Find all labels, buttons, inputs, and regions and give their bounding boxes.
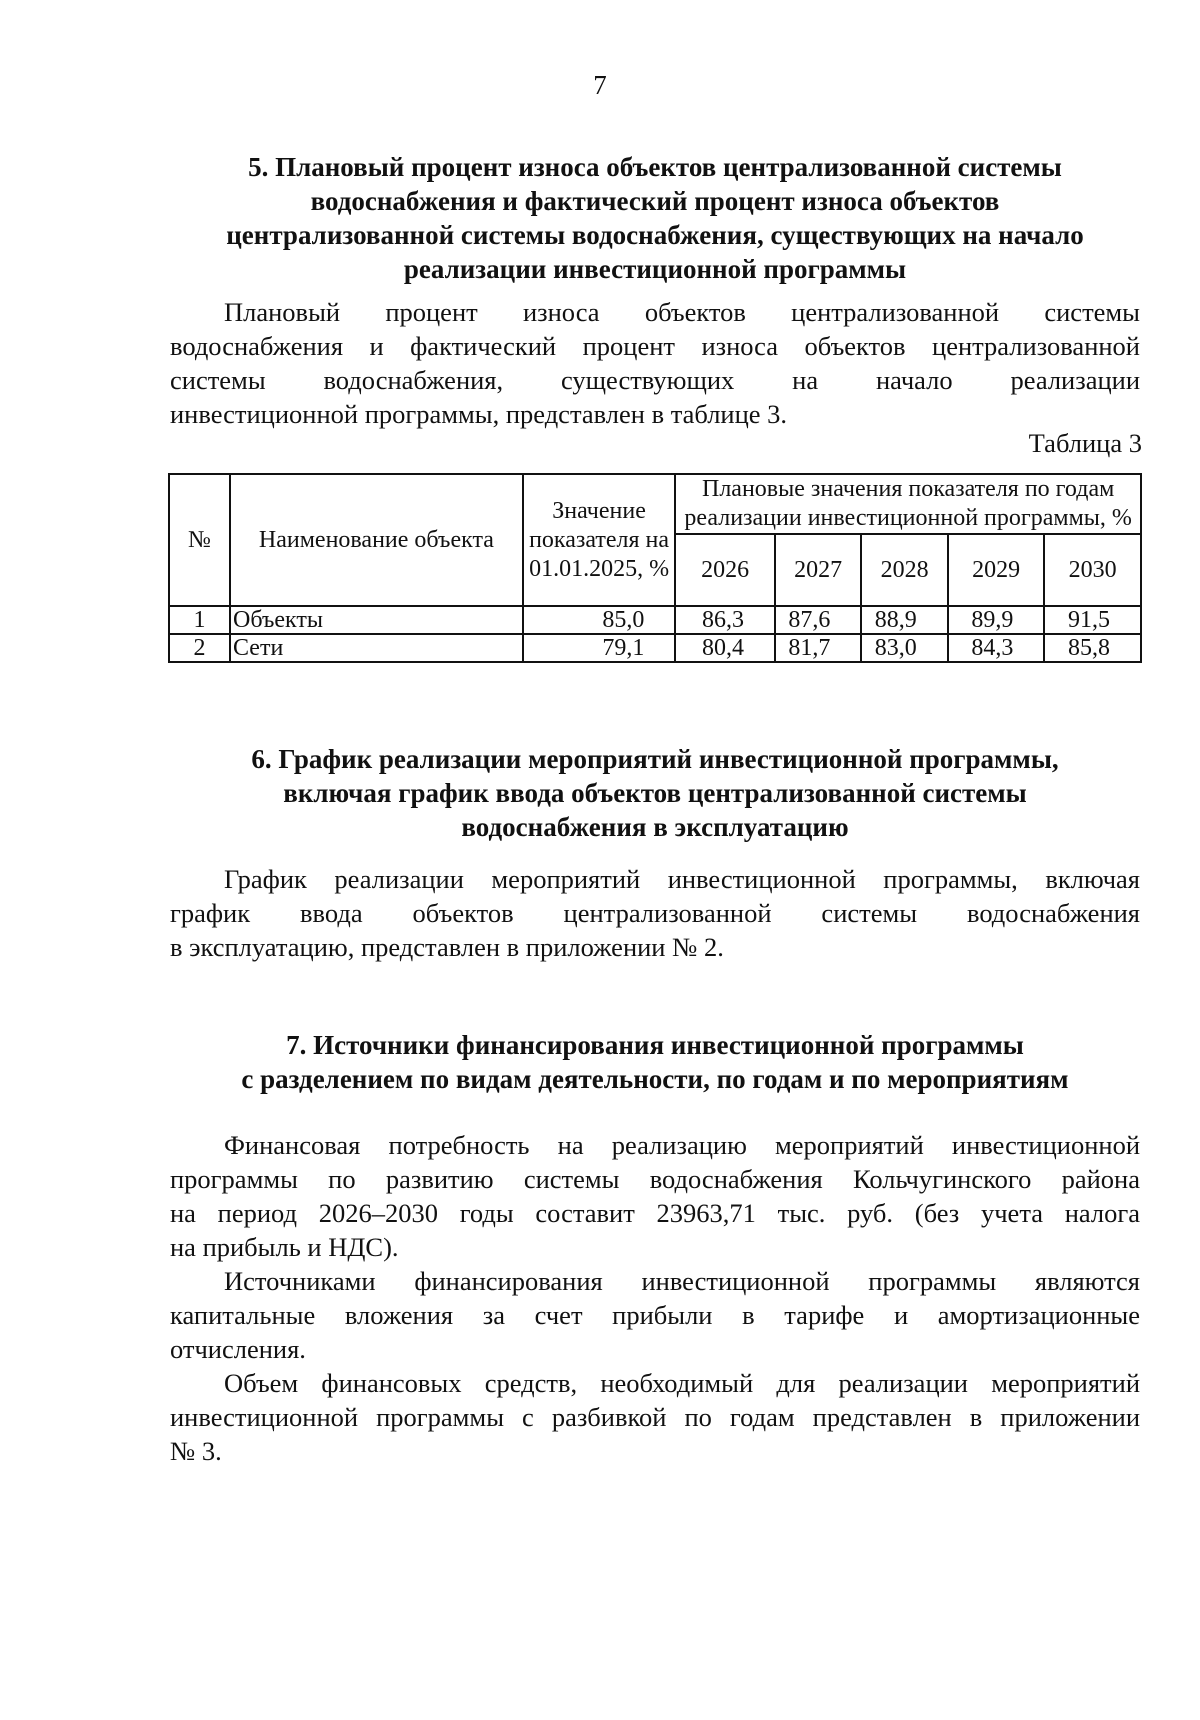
heading-line: включая график ввода объектов централизованной системы: [283, 778, 1027, 808]
paragraph-line: Финансовая потребность на реализацию мероприятий инвестиционной: [224, 1130, 1140, 1160]
row-plan: 87,6: [775, 606, 861, 634]
header-current-value: Значение показателя на 01.01.2025, %: [523, 474, 676, 606]
paragraph-line: График реализации мероприятий инвестиционной программы, включая: [224, 864, 1140, 894]
section-7-heading: [170, 1028, 1140, 1096]
row-no: 1: [169, 606, 230, 634]
paragraph-line: на период 2026–2030 годы составит 23963,71 тыс. руб. (без учета налога: [170, 1198, 1140, 1228]
wear-percent-table: [168, 473, 1142, 663]
table-row: [169, 634, 1141, 662]
row-plan: 80,4: [675, 634, 775, 662]
heading-line: реализации инвестиционной программы: [403, 254, 907, 284]
header-plan-values: Плановые значения показателя по годам реализации инвестиционной программы, %: [675, 474, 1141, 534]
heading-line: централизованной системы водоснабжения, существующих на начало: [226, 220, 1084, 250]
header-year: 2027: [775, 534, 861, 606]
section-6-paragraph: [170, 862, 1140, 964]
heading-line: водоснабжения и фактический процент износа объектов: [310, 186, 1000, 216]
row-plan: 91,5: [1044, 606, 1141, 634]
section-7-paragraph-1: [170, 1128, 1140, 1264]
paragraph-line: № 3.: [170, 1436, 222, 1466]
paragraph-line: инвестиционной программы с разбивкой по годам представлен в приложении: [170, 1402, 1140, 1432]
heading-line: 6. График реализации мероприятий инвестиционной программы,: [251, 744, 1059, 774]
row-plan: 88,9: [861, 606, 947, 634]
header-year: 2028: [861, 534, 947, 606]
heading-line: 7. Источники финансирования инвестиционной программы: [286, 1030, 1024, 1060]
paragraph-line: Объем финансовых средств, необходимый для реализации мероприятий: [224, 1368, 1140, 1398]
heading-line: 5. Плановый процент износа объектов централизованной системы: [248, 152, 1062, 182]
paragraph-line: инвестиционной программы, представлен в таблице 3.: [170, 399, 788, 429]
table-row: [169, 606, 1141, 634]
paragraph-line: программы по развитию системы водоснабжения Кольчугинского района: [170, 1164, 1140, 1194]
paragraph-line: капитальные вложения за счет прибыли в тарифе и амортизационные: [170, 1300, 1140, 1330]
paragraph-line: отчисления.: [170, 1334, 306, 1364]
row-plan: 85,8: [1044, 634, 1141, 662]
section-5-heading: [170, 150, 1140, 286]
row-plan: 89,9: [948, 606, 1045, 634]
row-plan: 81,7: [775, 634, 861, 662]
paragraph-line: график ввода объектов централизованной системы водоснабжения: [170, 898, 1140, 928]
row-value: 85,0: [523, 606, 676, 634]
row-plan: 86,3: [675, 606, 775, 634]
header-year: 2026: [675, 534, 775, 606]
row-name: Сети: [230, 634, 523, 662]
row-plan: 84,3: [948, 634, 1045, 662]
paragraph-line: системы водоснабжения, существующих на начало реализации: [170, 365, 1140, 395]
header-year: 2029: [948, 534, 1045, 606]
heading-line: водоснабжения в эксплуатацию: [461, 812, 849, 842]
row-name: Объекты: [230, 606, 523, 634]
paragraph-line: Источниками финансирования инвестиционной программы являются: [224, 1266, 1140, 1296]
row-no: 2: [169, 634, 230, 662]
page-number: 7: [593, 70, 607, 100]
header-year: 2030: [1044, 534, 1141, 606]
row-plan: 83,0: [861, 634, 947, 662]
section-5-paragraph: [170, 295, 1140, 431]
section-7-paragraph-2: [170, 1264, 1140, 1366]
table-caption: Таблица 3: [1028, 428, 1142, 458]
header-object-name: Наименование объекта: [230, 474, 523, 606]
paragraph-line: на прибыль и НДС).: [170, 1232, 399, 1262]
section-6-heading: [170, 742, 1140, 844]
paragraph-line: водоснабжения и фактический процент износа объектов централизованной: [170, 331, 1140, 361]
paragraph-line: в эксплуатацию, представлен в приложении № 2.: [170, 932, 724, 962]
row-value: 79,1: [523, 634, 676, 662]
heading-line: с разделением по видам деятельности, по годам и по мероприятиям: [241, 1064, 1069, 1094]
section-7-paragraph-3: [170, 1366, 1140, 1468]
header-no: №: [169, 474, 230, 606]
paragraph-line: Плановый процент износа объектов централизованной системы: [224, 297, 1140, 327]
